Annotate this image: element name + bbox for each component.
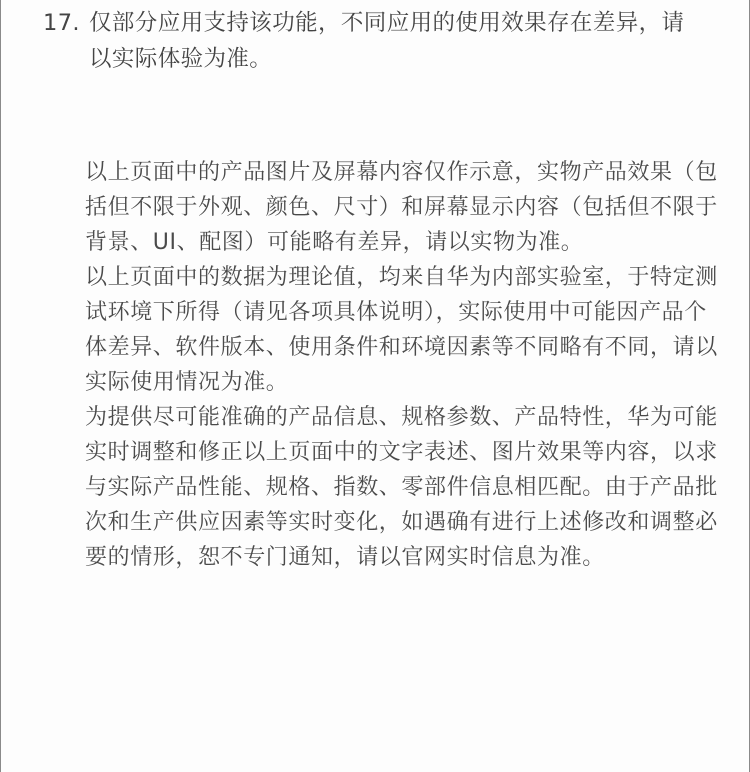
footnote-number: 17. xyxy=(43,10,80,36)
disclaimer-line-6: 体差异、软件版本、使用条件和环境因素等不同略有不同，请以 xyxy=(85,335,718,360)
disclaimer-line-7: 实际使用情况为准。 xyxy=(85,370,289,395)
disclaimer-line-2: 括但不限于外观、颜色、尺寸）和屏幕显示内容（包括但不限于 xyxy=(85,195,718,220)
disclaimer-line-1: 以上页面中的产品图片及屏幕内容仅作示意，实物产品效果（包 xyxy=(85,160,718,185)
disclaimer-line-10: 与实际产品性能、规格、指数、零部件信息相匹配。由于产品批 xyxy=(85,475,718,500)
disclaimer-line-9: 实时调整和修正以上页面中的文字表述、图片效果等内容，以求 xyxy=(85,440,718,465)
disclaimer-line-12: 要的情形，恕不专门通知，请以官网实时信息为准。 xyxy=(85,545,605,570)
disclaimer-line-5: 试环境下所得（请见各项具体说明），实际使用中可能因产品个 xyxy=(85,300,707,325)
disclaimer-line-11: 次和生产供应因素等实时变化，如遇确有进行上述修改和调整必 xyxy=(85,510,718,535)
disclaimer-line-3: 背景、UI、配图）可能略有差异，请以实物为准。 xyxy=(85,230,584,255)
disclaimer-line-4: 以上页面中的数据为理论值，均来自华为内部实验室，于特定测 xyxy=(85,265,718,290)
footnote-line-1: 仅部分应用支持该功能，不同应用的使用效果存在差异，请 xyxy=(89,10,685,36)
footnote-line-2: 以实际体验为准。 xyxy=(89,46,273,72)
disclaimer-line-8: 为提供尽可能准确的产品信息、规格参数、产品特性，华为可能 xyxy=(85,405,718,430)
disclaimer-block xyxy=(85,155,725,575)
